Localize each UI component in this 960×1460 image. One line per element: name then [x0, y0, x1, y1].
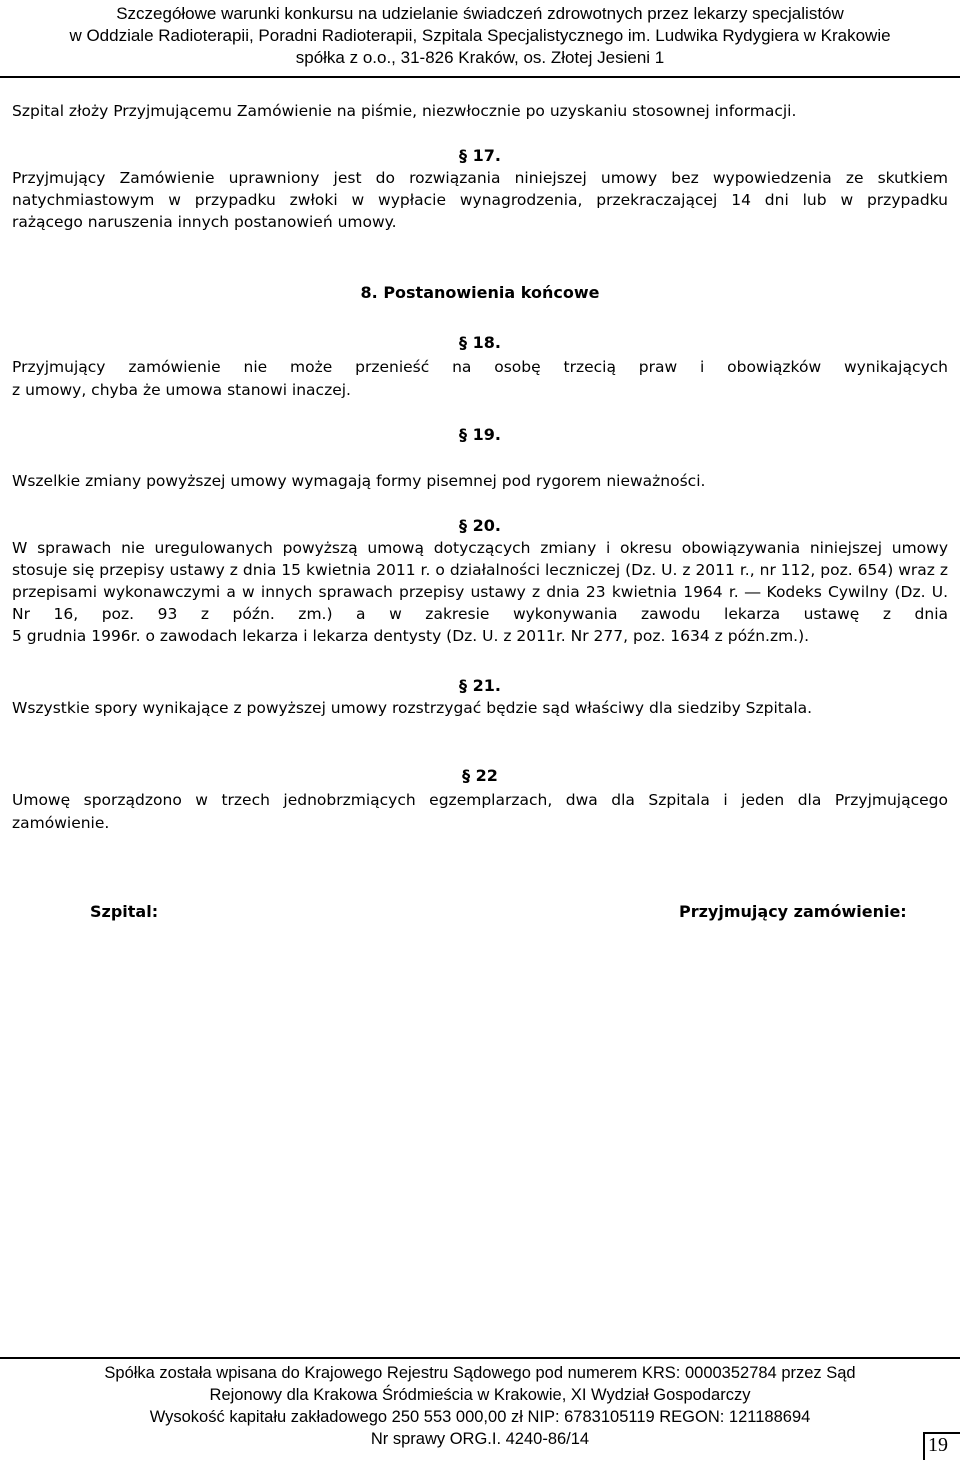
paragraph-18-main: Przyjmujący zamówienie nie może przenieść na osobę trzecią praw i obowiązków wynikających [12, 358, 948, 376]
paragraph-19: Wszelkie zmiany powyższej umowy wymagają formy pisemnej pod rygorem nieważności. [12, 472, 706, 490]
footer-line-3: Wysokość kapitału zakładowego 250 553 000,00 zł NIP: 6783105119 REGON: 121188694 [149, 1408, 811, 1426]
signature-label-hospital: Szpital: [90, 902, 159, 921]
section-19-heading: § 19. [459, 425, 501, 444]
header-rule [0, 76, 960, 78]
section-17-heading: § 17. [459, 146, 501, 165]
section-20-heading: § 20. [459, 516, 501, 535]
paragraph-22-main: Umowę sporządzono w trzech jednobrzmiących egzemplarzach, dwa dla Szpitala i jeden dla Przyjmującego [12, 791, 948, 809]
paragraph-intro: Szpital złoży Przyjmującemu Zamówienie na piśmie, niezwłocznie po uzyskaniu stosownej informacji. [12, 102, 797, 120]
header-line-3: spółka z o.o., 31-826 Kraków, os. Złotej Jesieni 1 [295, 48, 665, 67]
paragraph-18-end: z umowy, chyba że umowa stanowi inaczej. [12, 381, 351, 399]
document-footer [0, 1362, 960, 1450]
document-header [0, 0, 960, 76]
header-line-1: Szczegółowe warunki konkursu na udzielanie świadczeń zdrowotnych przez lekarzy specjalistów [116, 4, 844, 23]
paragraph-17-main: Przyjmujący Zamówienie uprawniony jest do rozwiązania niniejszej umowy bez wypowiedzenia ze skutkiem natychmiastowym w przypadku zwłoki w wypłacie wynagrodzenia, przekraczającej 14 dni lub w przypadku [12, 169, 948, 209]
footer-rule [0, 1357, 960, 1359]
section-21-heading: § 21. [459, 676, 501, 695]
signature-label-contractor: Przyjmujący zamówienie: [679, 902, 907, 921]
footer-line-4: Nr sprawy ORG.I. 4240-86/14 [370, 1430, 590, 1448]
section-22-heading: § 22 [462, 766, 498, 785]
section-18-heading: § 18. [459, 333, 501, 352]
footer-line-1: Spółka została wpisana do Krajowego Rejestru Sądowego pod numerem KRS: 0000352784 przez Sąd [104, 1364, 856, 1382]
paragraph-20-end: 5 grudnia 1996r. o zawodach lekarza i lekarza dentysty (Dz. U. z 2011r. Nr 277, poz. 1634 z późn.zm.). [12, 627, 810, 645]
page-number: 19 [928, 1434, 948, 1456]
section-8-title: 8. Postanowienia końcowe [360, 283, 600, 302]
paragraph-21: Wszystkie spory wynikające z powyższej umowy rozstrzygać będzie sąd właściwy dla siedziby Szpitala. [12, 699, 813, 717]
paragraph-22-end: zamówienie. [12, 814, 110, 832]
footer-line-2: Rejonowy dla Krakowa Śródmieścia w Krakowie, XI Wydział Gospodarczy [209, 1386, 751, 1404]
header-line-2: w Oddziale Radioterapii, Poradni Radioterapii, Szpitala Specjalistycznego im. Ludwika Rydygiera w Krakowie [69, 26, 891, 45]
paragraph-20-main: W sprawach nie uregulowanych powyższą umową dotyczących zmiany i okresu obowiązywania niniejszej umowy stosuje się przepisy ustawy z dnia 15 kwietnia 2011 r. o działalności leczniczej (Dz. U. z 2011 r., nr 112, poz. 654) wraz z przepisami wykonawczymi a w innych sprawach przepisy ustawy z dnia 23 kwietnia 1964 r. ― Kodeks Cywilny (Dz. U. Nr 16, poz. 93 z późn. zm.) a w zakresie wykonywania zawodu lekarza ustawę z dnia [12, 539, 948, 623]
paragraph-17-end: rażącego naruszenia innych postanowień umowy. [12, 213, 397, 231]
